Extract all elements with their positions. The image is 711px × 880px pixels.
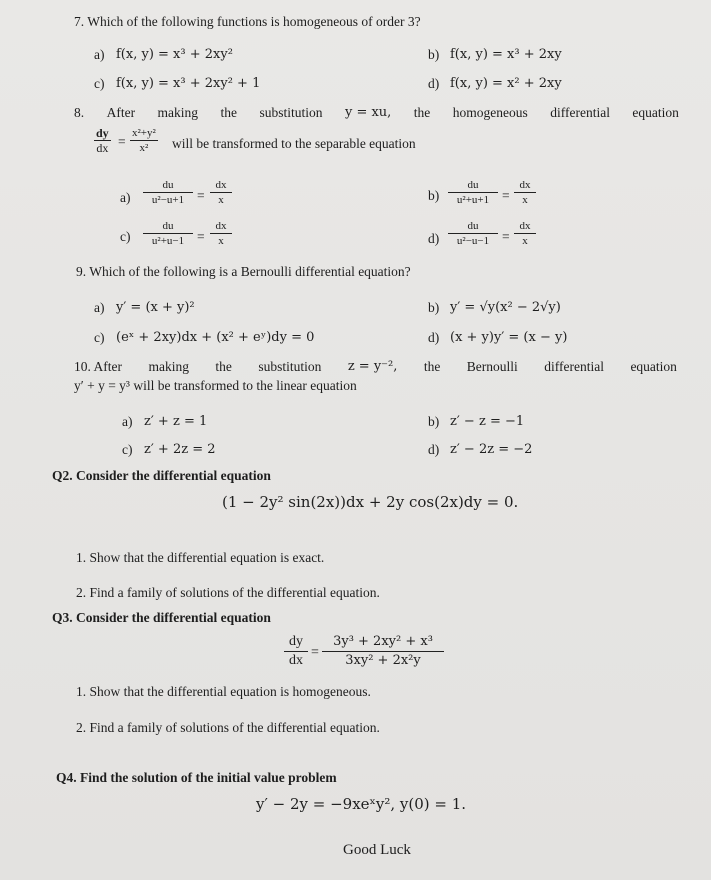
q8-word: substitution <box>259 105 323 120</box>
q8-option-c-left <box>143 220 193 247</box>
q3-dydx-fraction <box>284 634 308 669</box>
equals-sign: = <box>118 134 126 149</box>
q3-rhs-fraction <box>322 634 444 669</box>
q9-option-a: y′ = (x + y)² <box>116 300 195 315</box>
q10-word: equation <box>630 359 677 374</box>
q3-item-1: 1. Show that the differential equation is homogeneous. <box>76 684 371 699</box>
q9-option-d: (x + y)y′ = (x − y) <box>450 330 568 345</box>
denominator: dx <box>289 653 303 668</box>
numerator: 3y³ + 2xy² + x³ <box>333 634 433 649</box>
q8-line1 <box>74 105 679 121</box>
q8-option-d-left <box>448 220 498 247</box>
q9-b-label: b) <box>428 300 440 315</box>
q7-option-c: f(x, y) = x³ + 2xy² + 1 <box>116 76 261 91</box>
q4-equation: y′ − 2y = −9xeˣy², y(0) = 1. <box>256 795 467 813</box>
q8-substitution: y = xu, <box>344 105 392 120</box>
q8-a-label: a) <box>120 190 131 205</box>
q8-word: making <box>157 105 199 120</box>
denominator: u²−u−1 <box>456 235 490 247</box>
denominator: x <box>218 235 224 247</box>
q10-option-b: z′ − z = −1 <box>450 414 525 429</box>
numerator: du <box>162 179 174 191</box>
numerator: dx <box>519 179 531 191</box>
denominator: 3xy² + 2x²y <box>345 653 421 668</box>
denominator: x <box>522 235 528 247</box>
denominator: x <box>522 194 528 206</box>
good-luck-text: Good Luck <box>343 842 411 858</box>
q8-c-label: c) <box>120 229 131 244</box>
q10-word: making <box>148 359 189 374</box>
q10-d-label: d) <box>428 442 440 457</box>
numerator: x²+y² <box>132 127 156 139</box>
denominator: dx <box>96 141 109 155</box>
q8-option-a-right <box>210 179 232 206</box>
equals-sign: = <box>197 188 205 203</box>
q10-a-label: a) <box>122 414 133 429</box>
q3-title: Q3. Consider the differential equation <box>52 610 271 625</box>
denominator: u²−u+1 <box>151 194 185 206</box>
q2-item-1: 1. Show that the differential equation is exact. <box>76 550 325 565</box>
q7-option-d: f(x, y) = x² + 2xy <box>450 76 562 91</box>
q7-a-label: a) <box>94 47 105 62</box>
q10-option-c: z′ + 2z = 2 <box>144 442 216 457</box>
q2-equation: (1 − 2y² sin(2x))dx + 2y cos(2x)dy = 0. <box>222 493 519 511</box>
equals-sign: = <box>311 645 319 660</box>
q2-title: Q2. Consider the differential equation <box>52 468 271 483</box>
q8-option-b-right <box>514 179 536 206</box>
q8-option-b-left <box>448 179 498 206</box>
q8-word: the <box>220 105 238 120</box>
q8-word: the <box>413 105 431 120</box>
q10-word: differential <box>544 359 604 374</box>
q8-number: 8. <box>74 105 85 120</box>
q8-tail: will be transformed to the separable equation <box>172 136 416 151</box>
q8-rhs-fraction <box>130 127 158 154</box>
q8-option-a-left <box>143 179 193 206</box>
q8-b-label: b) <box>428 188 440 203</box>
q8-word: homogeneous <box>452 105 528 120</box>
q10-line2: y′ + y = y³ will be transformed to the linear equation <box>74 378 357 393</box>
q7-c-label: c) <box>94 76 105 91</box>
q9-a-label: a) <box>94 300 105 315</box>
denominator: x <box>218 194 224 206</box>
q8-d-label: d) <box>428 231 440 246</box>
q9-option-c: (eˣ + 2xy)dx + (x² + eʸ)dy = 0 <box>116 330 315 345</box>
denominator: u²+u+1 <box>456 194 490 206</box>
denominator: u²+u−1 <box>151 235 185 247</box>
q10-word: the <box>215 359 232 374</box>
q10-option-d: z′ − 2z = −2 <box>450 442 533 457</box>
q2-item-2: 2. Find a family of solutions of the differential equation. <box>76 585 380 600</box>
q7-title: 7. Which of the following functions is homogeneous of order 3? <box>74 14 421 29</box>
q8-word: differential <box>550 105 610 120</box>
q7-option-a: f(x, y) = x³ + 2xy² <box>116 47 233 62</box>
q10-b-label: b) <box>428 414 440 429</box>
q7-d-label: d) <box>428 76 440 91</box>
q8-word: After <box>106 105 136 120</box>
q10-word: the <box>423 359 441 374</box>
equals-sign: = <box>502 229 510 244</box>
q10-word: substitution <box>258 359 322 374</box>
numerator: du <box>467 179 479 191</box>
numerator: dy <box>289 634 303 649</box>
q9-c-label: c) <box>94 330 105 345</box>
denominator: x² <box>139 142 149 154</box>
q8-word: equation <box>632 105 679 120</box>
q8-option-c-right <box>210 220 232 247</box>
q9-d-label: d) <box>428 330 440 345</box>
q9-title: 9. Which of the following is a Bernoulli differential equation? <box>76 264 411 279</box>
q9-option-b: y′ = √y(x² − 2√y) <box>450 300 561 315</box>
q10-option-a: z′ + z = 1 <box>144 414 208 429</box>
q10-word: Bernoulli <box>466 359 518 374</box>
numerator: du <box>467 220 479 232</box>
equals-sign: = <box>197 229 205 244</box>
q8-option-d-right <box>514 220 536 247</box>
q10-line1 <box>74 359 677 375</box>
q10-substitution: z = y⁻², <box>347 359 398 374</box>
numerator: dx <box>519 220 531 232</box>
q7-b-label: b) <box>428 47 440 62</box>
q8-dydx-fraction <box>94 127 111 154</box>
numerator: dx <box>215 179 227 191</box>
numerator: dy <box>96 126 109 140</box>
numerator: dx <box>215 220 227 232</box>
q7-option-b: f(x, y) = x³ + 2xy <box>450 47 562 62</box>
numerator: du <box>162 220 174 232</box>
q3-item-2: 2. Find a family of solutions of the differential equation. <box>76 720 380 735</box>
q10-c-label: c) <box>122 442 133 457</box>
q4-title: Q4. Find the solution of the initial value problem <box>56 770 337 785</box>
equals-sign: = <box>502 188 510 203</box>
q10-word: 10. After <box>74 359 122 374</box>
